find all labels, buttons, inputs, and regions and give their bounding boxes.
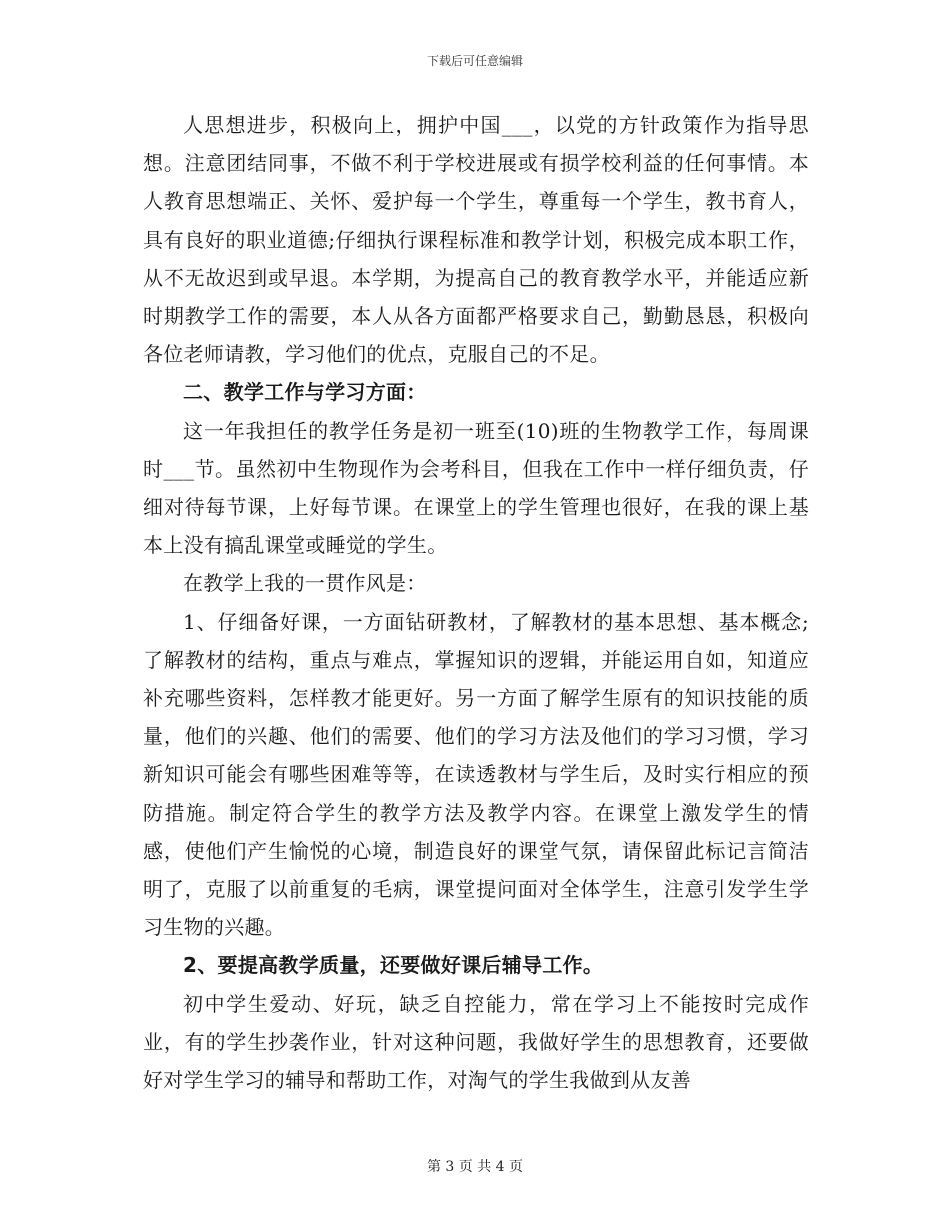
document-body [143, 106, 809, 1099]
page-header: 下载后可任意编辑 [426, 54, 523, 68]
section-heading-teaching: 二、教学工作与学习方面： [183, 380, 427, 405]
paragraph-lesson-prep: 1、仔细备好课，一方面钻研教材，了解教材的基本思想、基本概念;了解教材的结构，重点与难点，掌握知识的逻辑，并能运用自如，知道应补充哪些资料，怎样教才能更好。另一方面了解学生原有的知识技能的质量，他们的兴趣、他们的需要、他们的学习方法及他们的学习习惯，学习新知识可能会有哪些困难等等，在读透教材与学生后，及时实行相应的预防措施。制定符合学生的教学方法及教学内容。在课堂上激发学生的情感，使他们产生愉悦的心境，制造良好的课堂气氛，请保留此标记言简洁明了，克服了以前重复的毛病，课堂提问面对全体学生，注意引发学生学习生物的兴趣。 [143, 609, 809, 940]
section-heading-tutoring: 2、要提高教学质量，还要做好课后辅导工作。 [183, 953, 604, 978]
paragraph-continuation: 人思想进步，积极向上，拥护中国___，以党的方针政策作为指导思想。注意团结同事，不做不利于学校进展或有损学校利益的任何事情。本人教育思想端正、关怀、爱护每一个学生，尊重每一个学生，教书育人，具有良好的职业道德;仔细执行课程标准和教学计划，积极完成本职工作，从不无故迟到或早退。本学期，为提高自己的教育教学水平，并能适应新时期教学工作的需要，本人从各方面都严格要求自己，勤勤恳恳，积极向各位老师请教，学习他们的优点，克服自己的不足。 [143, 113, 809, 367]
paragraph-tutoring: 初中学生爱动、好玩，缺乏自控能力，常在学习上不能按时完成作业，有的学生抄袭作业，针对这种问题，我做好学生的思想教育，还要做好对学生学习的辅导和帮助工作，对淘气的学生我做到从友善 [143, 991, 809, 1093]
paragraph-teaching-tasks: 这一年我担任的教学任务是初一班至(10)班的生物教学工作，每周课时___节。虽然初中生物现作为会考科目，但我在工作中一样仔细负责，仔细对待每节课，上好每节课。在课堂上的学生管理也很好，在我的课上基本上没有搞乱课堂或睡觉的学生。 [143, 418, 809, 558]
page-footer: 第 3 页 共 4 页 [426, 1159, 524, 1175]
paragraph-teaching-style: 在教学上我的一贯作风是： [183, 571, 427, 596]
